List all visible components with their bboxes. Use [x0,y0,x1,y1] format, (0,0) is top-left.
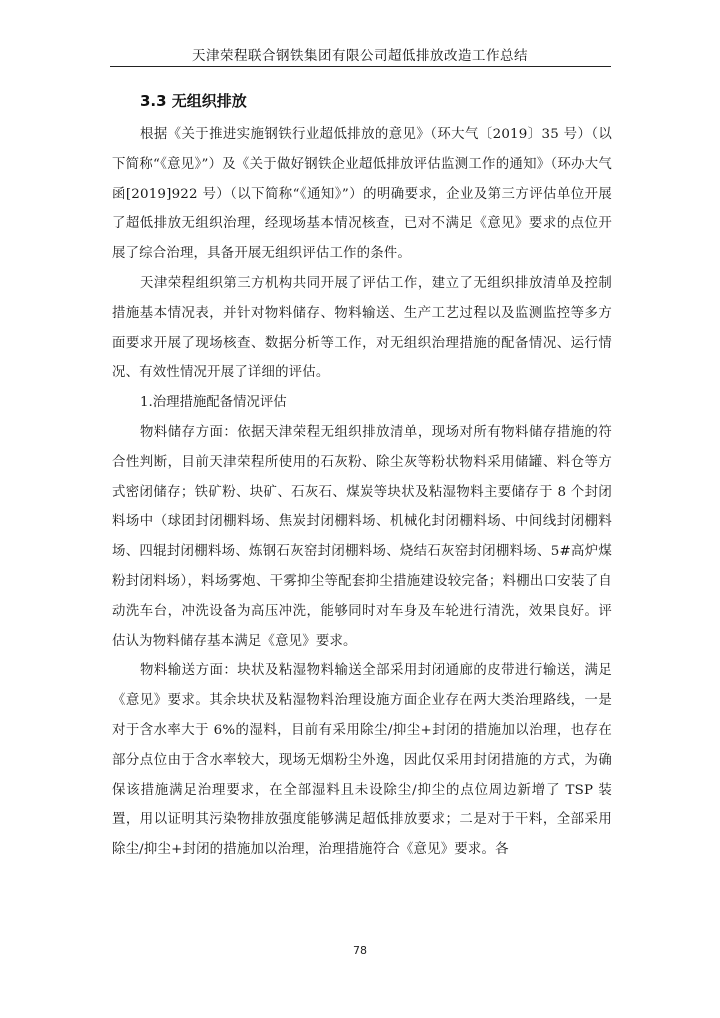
subheading: 1.治理措施配备情况评估 [140,395,287,411]
paragraph-storage: 物料储存方面：依据天津荣程无组织排放清单，现场对所有物料储存措施的符合性判断，目前天津荣程所使用的石灰粉、除尘灰等粉状物料采用储罐、料仓等方式密闭储存；铁矿粉、块矿、石灰石、煤炭等块状及粘湿物料主要储存于 8 个封闭料场中（球团封闭棚料场、焦炭封闭棚料场、机械化封闭棚料场、中间线封闭棚料场、四辊封闭棚料场、炼钢石灰窑封闭棚料场、烧结石灰窑封闭棚料场、5#高炉煤粉封闭料场），料场雾炮、干雾抑尘等配套抑尘措施建设较完备；料棚出口安装了自动洗车台，冲洗设备为高压冲洗，能够同时对车身及车轮进行清洗，效果良好。评估认为物料储存基本满足《意见》要求。 [112,424,612,649]
body-text [112,88,612,865]
section-title: 3.3 无组织排放 [140,92,247,110]
paragraph-1: 根据《关于推进实施钢铁行业超低排放的意见》（环大气〔2019〕35 号）（以下简称“《意见》”）及《关于做好钢铁企业超低排放评估监测工作的通知》（环办大气函[2019]922 号）（以下简称“《通知》”）的明确要求，企业及第三方评估单位开展了超低排放无组织治理，经现场基本情况核查，已对不满足《意见》要求的点位开展了综合治理，具备开展无组织评估工作的条件。 [112,127,612,262]
paragraph-2: 天津荣程组织第三方机构共同开展了评估工作，建立了无组织排放清单及控制措施基本情况表，并针对物料储存、物料输送、生产工艺过程以及监测监控等多方面要求开展了现场核查、数据分析等工作，对无组织治理措施的配备情况、运行情况、有效性情况开展了详细的评估。 [112,275,612,381]
header-divider [110,66,611,67]
paragraph-transport: 物料输送方面：块状及粘湿物料输送全部采用封闭通廊的皮带进行输送，满足《意见》要求。其余块状及粘湿物料治理设施方面企业存在两大类治理路线，一是对于含水率大于 6%的湿料，目前有采用除尘/抑尘+封闭的措施加以治理，也存在部分点位由于含水率较大，现场无烟粉尘外逸，因此仅采用封闭措施的方式，为确保该措施满足治理要求，在全部湿料且未设除尘/抑尘的点位周边新增了 TSP 装置，用以证明其污染物排放强度能够满足超低排放要求；二是对于干料，全部采用除尘/抑尘+封闭的措施加以治理，治理措施符合《意见》要求。各 [112,663,612,858]
page-number: 78 [353,944,367,957]
running-header: 天津荣程联合钢铁集团有限公司超低排放改造工作总结 [192,48,528,64]
